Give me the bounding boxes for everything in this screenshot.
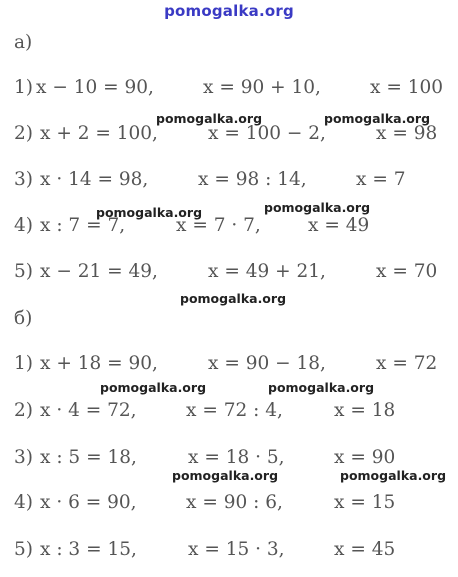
answer: x = 18 bbox=[334, 400, 396, 421]
answer: x = 100 bbox=[370, 77, 444, 98]
equation: x · 6 = 90, bbox=[40, 492, 137, 513]
answer: x = 7 bbox=[356, 169, 406, 190]
equation: x : 5 = 18, bbox=[40, 447, 137, 468]
answer: x = 72 bbox=[376, 353, 438, 374]
row-number: 2) bbox=[14, 123, 33, 144]
equation: x + 18 = 90, bbox=[40, 353, 158, 374]
watermark: pomogalka.org bbox=[96, 205, 203, 220]
answer: x = 15 bbox=[334, 492, 396, 513]
solution-step: x = 100 − 2, bbox=[208, 123, 326, 144]
solution-step: x = 7 · 7, bbox=[176, 215, 261, 236]
watermark: pomogalka.org bbox=[172, 468, 279, 483]
watermark: pomogalka.org bbox=[268, 380, 375, 395]
solution-step: x = 15 · 3, bbox=[188, 539, 285, 560]
solution-step: x = 90 + 10, bbox=[203, 77, 321, 98]
solution-step: x = 90 : 6, bbox=[186, 492, 283, 513]
row-number: 2) bbox=[14, 400, 33, 421]
watermark: pomogalka.org bbox=[180, 291, 287, 306]
solution-step: x = 98 : 14, bbox=[198, 169, 307, 190]
equation: x − 10 = 90, bbox=[36, 77, 154, 98]
solution-step: x = 49 + 21, bbox=[208, 261, 326, 282]
solution-step: x = 90 − 18, bbox=[208, 353, 326, 374]
answer: x = 70 bbox=[376, 261, 438, 282]
answer: x = 45 bbox=[334, 539, 396, 560]
equation: x − 21 = 49, bbox=[40, 261, 158, 282]
watermark: pomogalka.org bbox=[156, 111, 263, 126]
equation: x · 4 = 72, bbox=[40, 400, 137, 421]
row-number: 3) bbox=[14, 447, 33, 468]
watermark: pomogalka.org bbox=[100, 380, 207, 395]
row-number: 4) bbox=[14, 492, 33, 513]
equation: x : 3 = 15, bbox=[40, 539, 137, 560]
row-number: 4) bbox=[14, 215, 33, 236]
equation: x : 7 = 7, bbox=[40, 215, 126, 236]
watermark: pomogalka.org bbox=[264, 200, 371, 215]
header-watermark: pomogalka.org bbox=[164, 2, 294, 20]
solution-step: x = 72 : 4, bbox=[186, 400, 283, 421]
answer: x = 49 bbox=[308, 215, 370, 236]
watermark: pomogalka.org bbox=[340, 468, 447, 483]
equation: x · 14 = 98, bbox=[40, 169, 149, 190]
row-number: 3) bbox=[14, 169, 33, 190]
section-b-label: б) bbox=[14, 308, 33, 329]
row-number: 5) bbox=[14, 261, 33, 282]
row-number: 1) bbox=[14, 77, 33, 98]
watermark: pomogalka.org bbox=[324, 111, 431, 126]
answer: x = 90 bbox=[334, 447, 396, 468]
row-number: 1) bbox=[14, 353, 33, 374]
solution-step: x = 18 · 5, bbox=[188, 447, 285, 468]
equation: x + 2 = 100, bbox=[40, 123, 158, 144]
row-number: 5) bbox=[14, 539, 33, 560]
answer: x = 98 bbox=[376, 123, 438, 144]
section-a-label: а) bbox=[14, 32, 33, 53]
